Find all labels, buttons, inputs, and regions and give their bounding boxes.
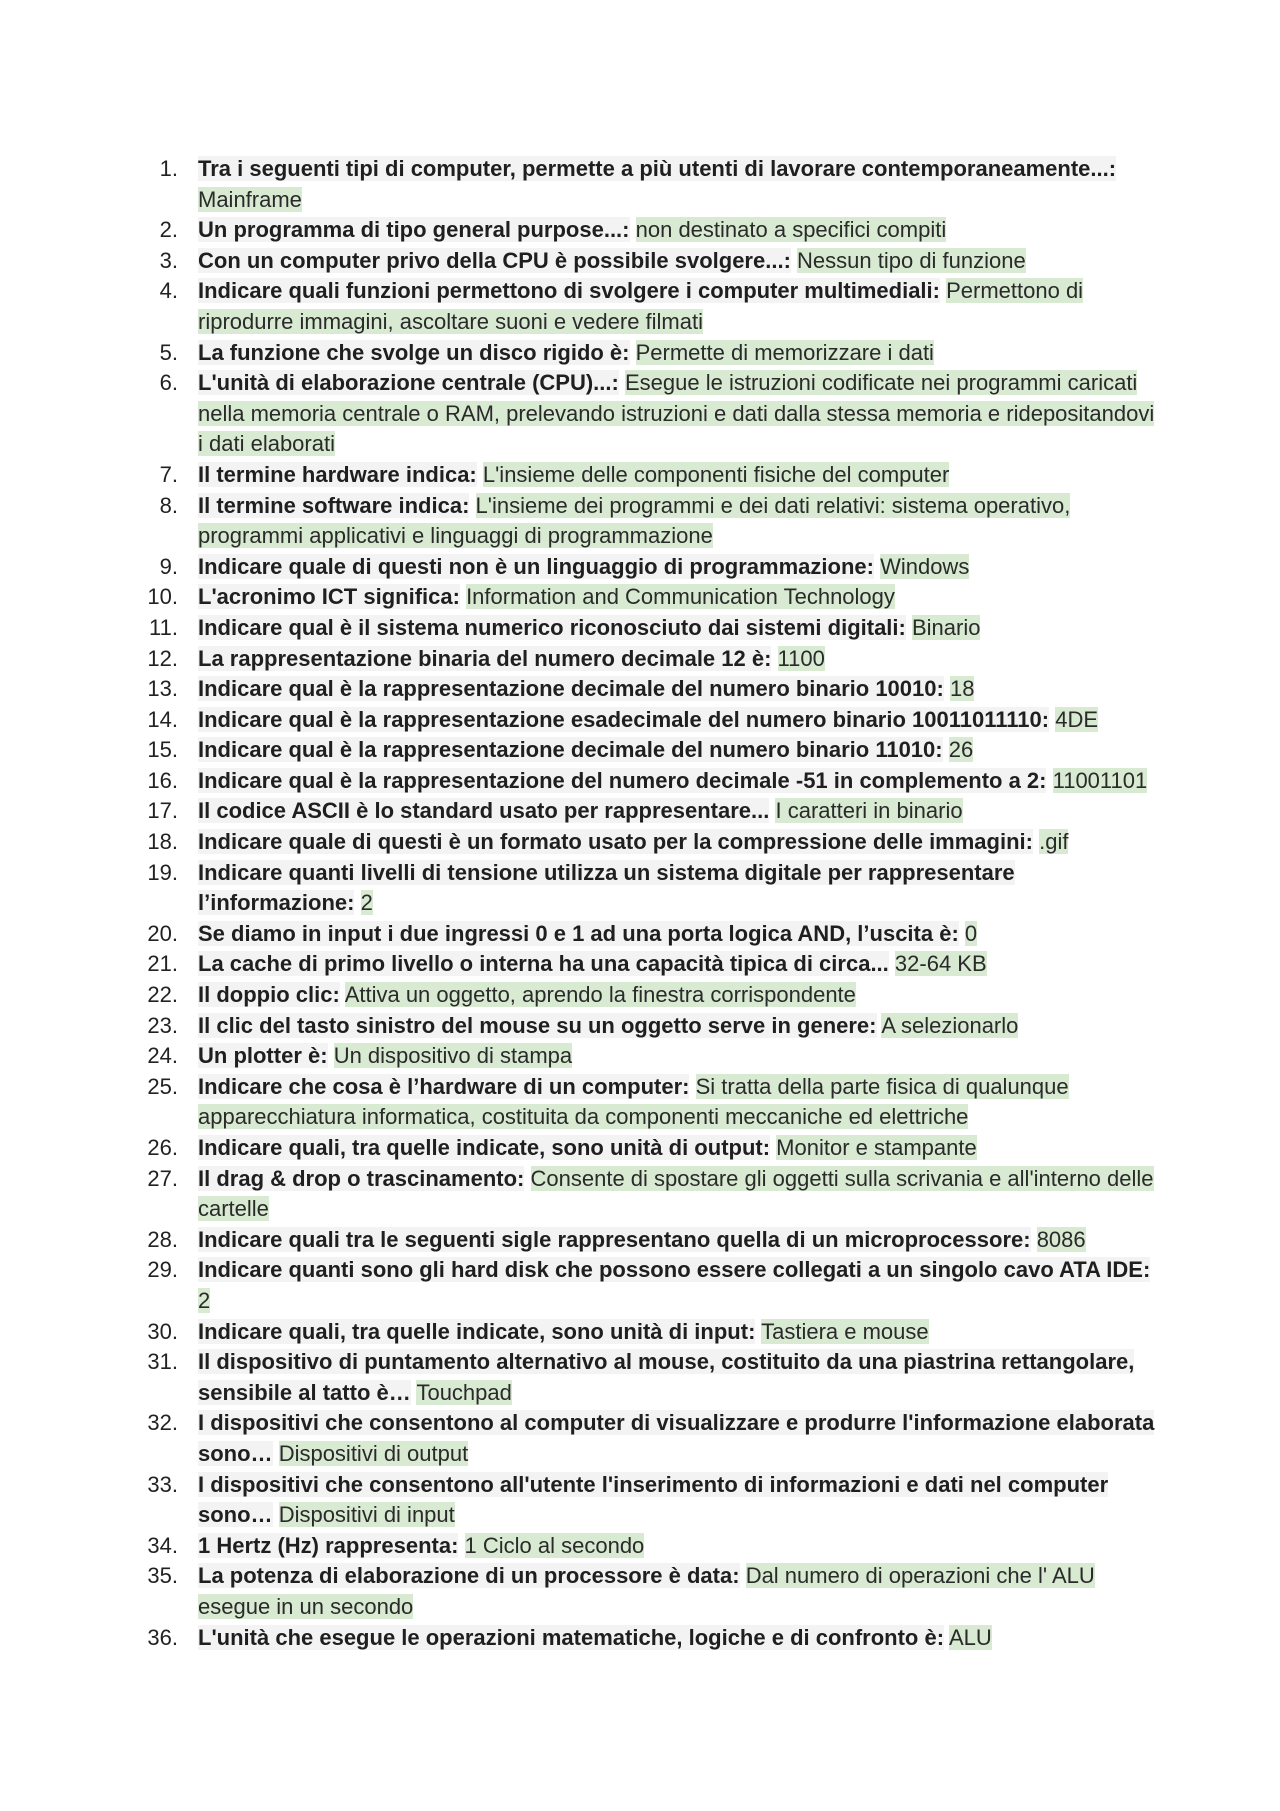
- answer-highlight: Monitor e stampante: [776, 1135, 977, 1160]
- question-text: Indicare quali, tra quelle indicate, sono unità di input:: [198, 1318, 756, 1344]
- item-number: 6.: [159, 370, 178, 396]
- answer-highlight: L'insieme dei programmi e dei dati relativi: sistema operativo, programmi applicativi e linguaggi di programmazione: [198, 492, 1071, 549]
- list-item: [0, 644, 1158, 675]
- list-item: [0, 1072, 1158, 1133]
- question-text: Un plotter è:: [198, 1043, 328, 1069]
- list-item: [0, 491, 1158, 552]
- answer-highlight: Mainframe: [198, 186, 302, 212]
- question-text: Indicare qual è la rappresentazione del numero decimale -51 in complemento a 2:: [198, 767, 1047, 793]
- list-item: [0, 919, 1158, 950]
- answer-highlight: 0: [964, 920, 978, 946]
- list-item: [0, 582, 1158, 613]
- question-text: I dispositivi che consentono all'utente l'inserimento di informazioni e dati nel computer sono…: [198, 1471, 1109, 1528]
- question-text: 1 Hertz (Hz) rappresenta:: [198, 1532, 459, 1558]
- question-text: Indicare che cosa è l’hardware di un computer:: [198, 1073, 690, 1099]
- answer-highlight: 1100: [777, 645, 825, 671]
- list-item: [0, 858, 1158, 919]
- item-number: 32.: [147, 1410, 178, 1436]
- question-text: Indicare qual è la rappresentazione decimale del numero binario 10010:: [198, 676, 944, 702]
- question-text: Indicare quali tra le seguenti sigle rappresentano quella di un microprocessore:: [198, 1226, 1031, 1252]
- question-text: Indicare qual è la rappresentazione esadecimale del numero binario 10011011110:: [198, 706, 1050, 732]
- item-number: 10.: [147, 584, 178, 610]
- item-number: 30.: [147, 1318, 178, 1344]
- list-item: [0, 949, 1158, 980]
- list-item: [0, 705, 1158, 736]
- item-number: 8.: [159, 492, 178, 518]
- item-number: 19.: [147, 859, 178, 885]
- answer-highlight: 18: [949, 676, 975, 702]
- list-item: [0, 368, 1158, 460]
- answer-highlight: 2: [198, 1287, 211, 1313]
- list-item: [0, 552, 1158, 583]
- list-item: [0, 338, 1158, 369]
- list-item: [0, 1561, 1158, 1622]
- item-number: 28.: [147, 1226, 178, 1252]
- answer-highlight: Tastiera e mouse: [761, 1318, 929, 1344]
- item-number: 26.: [147, 1135, 178, 1160]
- answer-highlight: Permettono di riprodurre immagini, ascoltare suoni e vedere filmati: [198, 278, 1084, 334]
- list-item: [0, 460, 1158, 491]
- answer-highlight: Nessun tipo di funzione: [797, 247, 1026, 273]
- item-number: 9.: [159, 553, 178, 579]
- answer-highlight: Esegue le istruzioni codificate nei programmi caricati nella memoria centrale o RAM, prelevando istruzioni e dati dalla stessa memoria e ridepositandovi i dati elaborati: [198, 370, 1155, 457]
- item-number: 15.: [147, 737, 178, 763]
- item-number: 4.: [159, 278, 178, 304]
- answer-highlight: Consente di spostare gli oggetti sulla scrivania e all'interno delle cartelle: [198, 1165, 1154, 1222]
- qa-list: [0, 154, 1158, 1653]
- item-number: 3.: [159, 247, 178, 273]
- answer-highlight: I caratteri in binario: [775, 798, 963, 824]
- list-item: [0, 1408, 1158, 1469]
- list-item: [0, 1255, 1158, 1316]
- list-item: [0, 246, 1158, 277]
- answer-highlight: Information and Communication Technology: [466, 584, 895, 610]
- answer-highlight: 4DE: [1055, 706, 1099, 732]
- answer-highlight: Dispositivi di output: [278, 1440, 469, 1466]
- list-item: [0, 1317, 1158, 1348]
- question-text: Tra i seguenti tipi di computer, permette a più utenti di lavorare contemporaneamente...:: [198, 156, 1117, 181]
- item-number: 5.: [159, 339, 178, 365]
- question-text: L'unità che esegue le operazioni matematiche, logiche e di confronto è:: [198, 1624, 945, 1650]
- question-text: Indicare quanti sono gli hard disk che possono essere collegati a un singolo cavo ATA IDE:: [198, 1257, 1151, 1283]
- list-item: [0, 1470, 1158, 1531]
- question-text: Con un computer privo della CPU è possibile svolgere...:: [198, 247, 791, 273]
- item-number: 22.: [147, 982, 178, 1008]
- list-item: [0, 735, 1158, 766]
- list-item: [0, 1011, 1158, 1042]
- item-number: 18.: [147, 829, 178, 855]
- question-text: La funzione che svolge un disco rigido è:: [198, 339, 630, 365]
- item-number: 2.: [159, 217, 178, 243]
- item-number: 1.: [159, 156, 178, 181]
- list-item: [0, 1623, 1158, 1654]
- item-number: 31.: [147, 1349, 178, 1375]
- answer-highlight: Un dispositivo di stampa: [333, 1043, 573, 1069]
- answer-highlight: ALU: [948, 1624, 992, 1650]
- answer-highlight: 1 Ciclo al secondo: [464, 1532, 645, 1558]
- list-item: [0, 827, 1158, 858]
- question-text: Il termine hardware indica:: [198, 461, 477, 487]
- item-number: 36.: [147, 1624, 178, 1650]
- question-text: L'acronimo ICT significa:: [198, 584, 460, 610]
- answer-highlight: L'insieme delle componenti fisiche del computer: [482, 461, 950, 487]
- answer-highlight: Binario: [911, 614, 981, 640]
- answer-highlight: Windows: [880, 553, 970, 579]
- question-text: Il doppio clic:: [198, 982, 340, 1008]
- question-text: Indicare qual è la rappresentazione decimale del numero binario 11010:: [198, 737, 943, 763]
- item-number: 14.: [147, 706, 178, 732]
- list-item: [0, 980, 1158, 1011]
- list-item: [0, 1133, 1158, 1164]
- answer-highlight: 2: [360, 890, 373, 916]
- list-item: [0, 1225, 1158, 1256]
- list-item: [0, 674, 1158, 705]
- item-number: 24.: [147, 1043, 178, 1069]
- list-item: [0, 1164, 1158, 1225]
- list-item: [0, 154, 1158, 215]
- question-text: Il clic del tasto sinistro del mouse su un oggetto serve in genere:: [198, 1012, 877, 1038]
- question-text: Indicare quale di questi è un formato usato per la compressione delle immagini:: [198, 829, 1033, 855]
- item-number: 27.: [147, 1165, 178, 1191]
- question-text: Se diamo in input i due ingressi 0 e 1 ad una porta logica AND, l’uscita è:: [198, 920, 959, 946]
- answer-highlight: 8086: [1036, 1226, 1086, 1252]
- item-number: 34.: [147, 1532, 178, 1558]
- answer-highlight: 26: [948, 737, 974, 763]
- question-text: La cache di primo livello o interna ha una capacità tipica di circa...: [198, 951, 889, 977]
- question-text: Indicare quali funzioni permettono di svolgere i computer multimediali:: [198, 278, 940, 304]
- question-text: Il codice ASCII è lo standard usato per rappresentare...: [198, 798, 770, 824]
- item-number: 16.: [147, 767, 178, 793]
- item-number: 29.: [147, 1257, 178, 1283]
- list-item: [0, 1347, 1158, 1408]
- answer-highlight: Attiva un oggetto, aprendo la finestra corrispondente: [344, 982, 856, 1008]
- item-number: 7.: [159, 461, 178, 487]
- list-item: [0, 613, 1158, 644]
- list-item: [0, 766, 1158, 797]
- question-text: Indicare qual è il sistema numerico riconosciuto dai sistemi digitali:: [198, 614, 906, 640]
- item-number: 13.: [147, 676, 178, 702]
- answer-highlight: Permette di memorizzare i dati: [635, 339, 934, 365]
- question-text: Indicare quali, tra quelle indicate, sono unità di output:: [198, 1135, 771, 1160]
- item-number: 25.: [147, 1073, 178, 1099]
- question-text: La rappresentazione binaria del numero decimale 12 è:: [198, 645, 772, 671]
- answer-highlight: A selezionarlo: [881, 1012, 1019, 1038]
- question-text: Il termine software indica:: [198, 492, 470, 518]
- list-item: [0, 276, 1158, 337]
- list-item: [0, 796, 1158, 827]
- item-number: 12.: [147, 645, 178, 671]
- question-text: Il drag & drop o trascinamento:: [198, 1165, 525, 1191]
- question-text: Il dispositivo di puntamento alternativo al mouse, costituito da una piastrina rettangolare, sensibile al tatto è…: [198, 1349, 1135, 1405]
- answer-highlight: Touchpad: [416, 1379, 512, 1405]
- item-number: 11.: [149, 614, 178, 640]
- item-number: 21.: [147, 951, 178, 977]
- question-text: Indicare quale di questi non è un linguaggio di programmazione:: [198, 553, 874, 579]
- item-number: 20.: [147, 920, 178, 946]
- question-text: Un programma di tipo general purpose...:: [198, 217, 630, 243]
- question-text: I dispositivi che consentono al computer di visualizzare e produrre l'informazione elaborata sono…: [198, 1410, 1155, 1466]
- item-number: 35.: [147, 1563, 178, 1589]
- list-item: [0, 215, 1158, 246]
- question-text: La potenza di elaborazione di un processore è data:: [198, 1563, 740, 1589]
- answer-highlight: Dal numero di operazioni che l' ALU esegue in un secondo: [198, 1563, 1095, 1619]
- answer-highlight: Dispositivi di input: [278, 1502, 455, 1528]
- answer-highlight: 11001101: [1052, 767, 1148, 793]
- answer-highlight: 32-64 KB: [894, 951, 987, 977]
- item-number: 23.: [147, 1012, 178, 1038]
- answer-highlight: non destinato a specifici compiti: [635, 217, 947, 243]
- list-item: [0, 1041, 1158, 1072]
- answer-highlight: Si tratta della parte fisica di qualunque apparecchiatura informatica, costituita da componenti meccaniche ed elettriche: [198, 1073, 1069, 1130]
- answer-highlight: .gif: [1039, 829, 1069, 855]
- question-text: Indicare quanti livelli di tensione utilizza un sistema digitale per rappresentare l’informazione:: [198, 859, 1015, 916]
- question-text: L'unità di elaborazione centrale (CPU)...:: [198, 370, 619, 396]
- item-number: 17.: [147, 798, 178, 824]
- item-number: 33.: [147, 1471, 178, 1497]
- list-item: [0, 1531, 1158, 1562]
